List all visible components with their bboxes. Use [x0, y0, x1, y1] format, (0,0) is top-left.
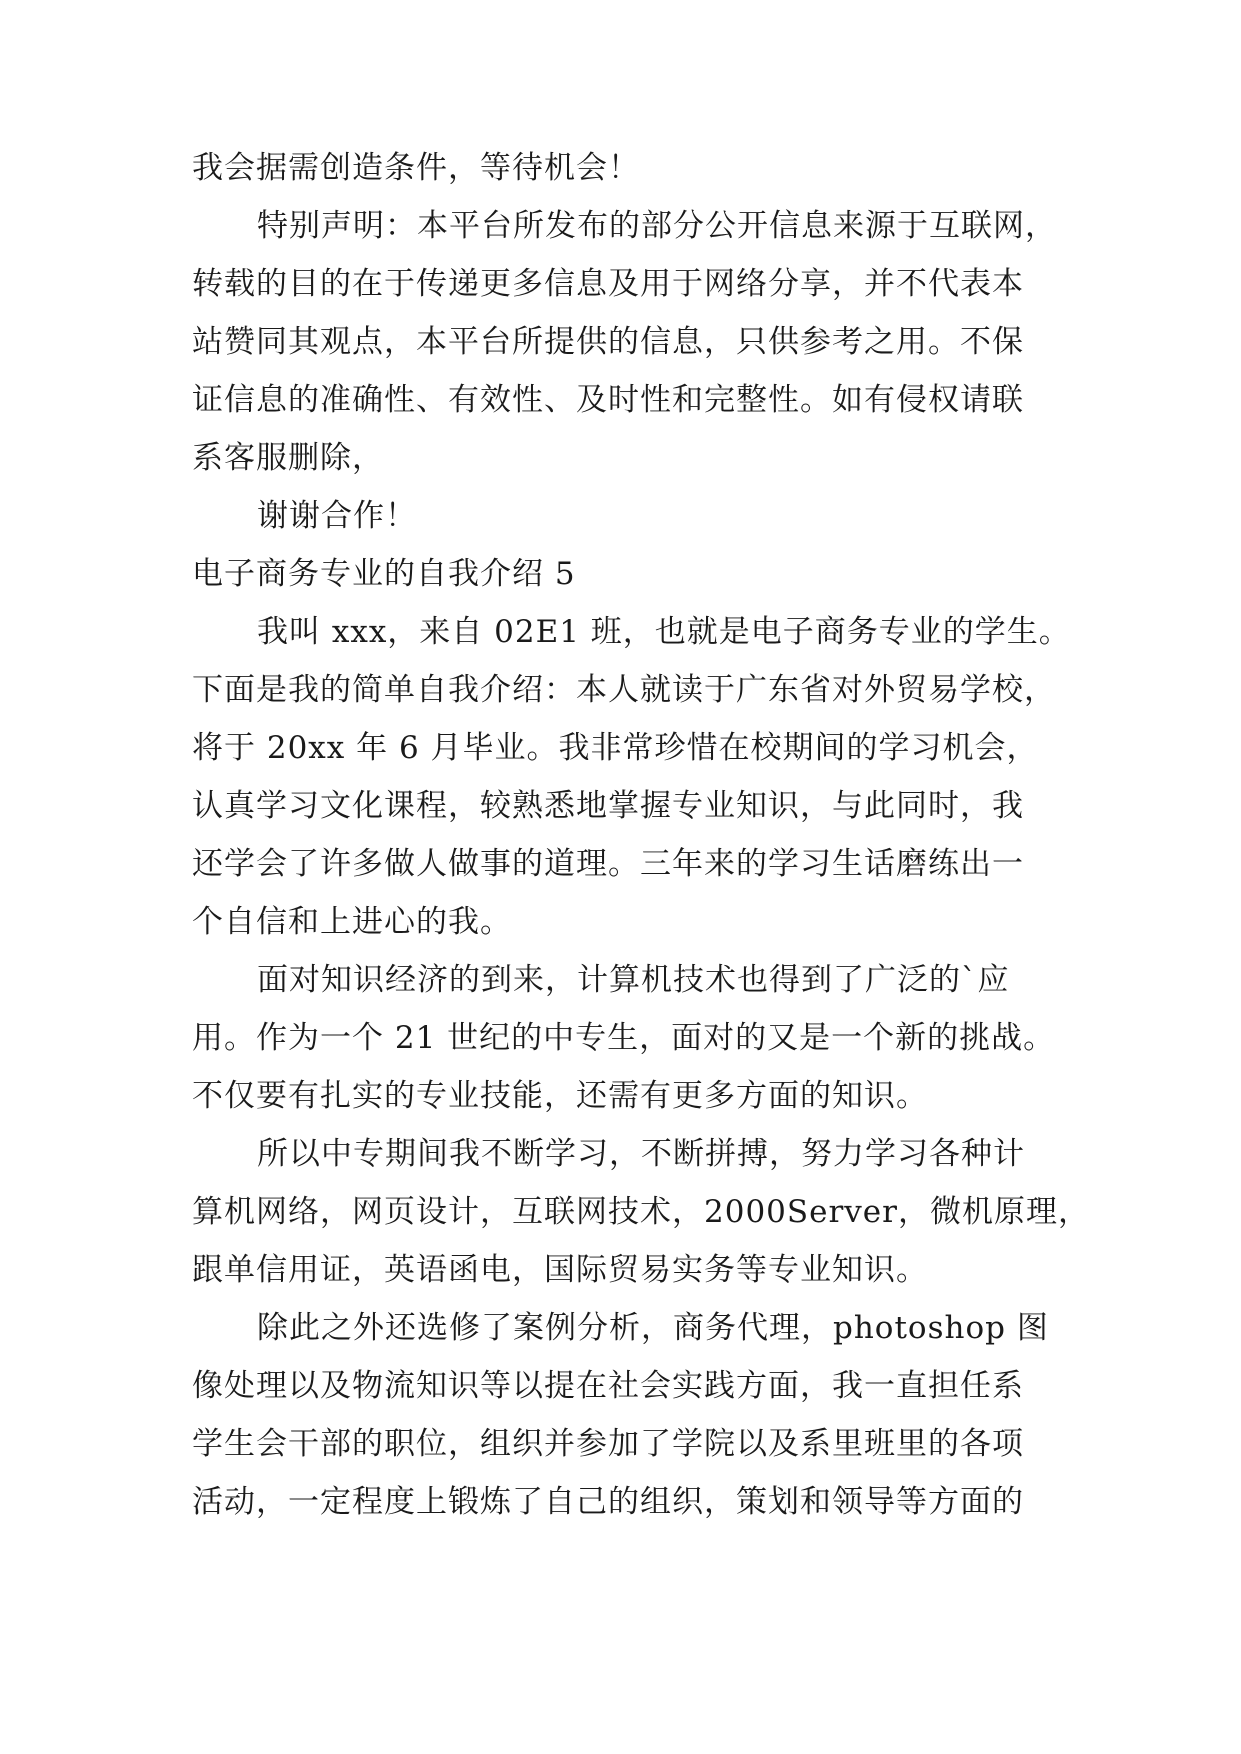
intro-paragraph-line: 认真学习文化课程，较熟悉地掌握专业知识，与此同时，我: [192, 788, 1024, 824]
notice-paragraph-line: 证信息的准确性、有效性、及时性和完整性。如有侵权请联: [192, 382, 1024, 418]
study-paragraph-line: 所以中专期间我不断学习，不断拼搏，努力学习各种计: [257, 1136, 1025, 1172]
intro-paragraph-line: 下面是我的简单自我介绍：本人就读于广东省对外贸易学校，: [192, 672, 1056, 708]
activities-paragraph-line: 活动，一定程度上锻炼了自己的组织，策划和领导等方面的: [192, 1484, 1024, 1520]
notice-paragraph-line: 站赞同其观点，本平台所提供的信息，只供参考之用。不保: [192, 324, 1024, 360]
notice-paragraph-line: 转载的目的在于传递更多信息及用于网络分享，并不代表本: [192, 266, 1024, 302]
thanks-line: 谢谢合作！: [257, 498, 417, 534]
knowledge-paragraph-line: 用。作为一个 21 世纪的中专生，面对的又是一个新的挑战。: [192, 1020, 1056, 1056]
intro-paragraph-line: 将于 20xx 年 6 月毕业。我非常珍惜在校期间的学习机会，: [192, 730, 1039, 766]
intro-paragraph-line: 我叫 xxx，来自 02E1 班，也就是电子商务专业的学生。: [257, 614, 1071, 650]
knowledge-paragraph-line: 不仅要有扎实的专业技能，还需有更多方面的知识。: [192, 1078, 928, 1114]
study-paragraph-line: 算机网络，网页设计，互联网技术，2000Server，微机原理，: [192, 1194, 1090, 1230]
activities-paragraph-line: 学生会干部的职位，组织并参加了学院以及系里班里的各项: [192, 1426, 1024, 1462]
notice-paragraph-line: 系客服删除，: [192, 440, 384, 476]
intro-paragraph-line: 个自信和上进心的我。: [192, 904, 512, 940]
section-heading: 电子商务专业的自我介绍 5: [192, 556, 576, 592]
text-line: 我会据需创造条件，等待机会！: [192, 150, 640, 186]
study-paragraph-line: 跟单信用证，英语函电，国际贸易实务等专业知识。: [192, 1252, 928, 1288]
notice-paragraph-line: 特别声明：本平台所发布的部分公开信息来源于互联网，: [257, 208, 1057, 244]
activities-paragraph-line: 除此之外还选修了案例分析，商务代理，photoshop 图: [257, 1310, 1049, 1346]
activities-paragraph-line: 像处理以及物流知识等以提在社会实践方面，我一直担任系: [192, 1368, 1024, 1404]
intro-paragraph-line: 还学会了许多做人做事的道理。三年来的学习生话磨练出一: [192, 846, 1024, 882]
knowledge-paragraph-line: 面对知识经济的到来，计算机技术也得到了广泛的`应: [257, 962, 1010, 998]
